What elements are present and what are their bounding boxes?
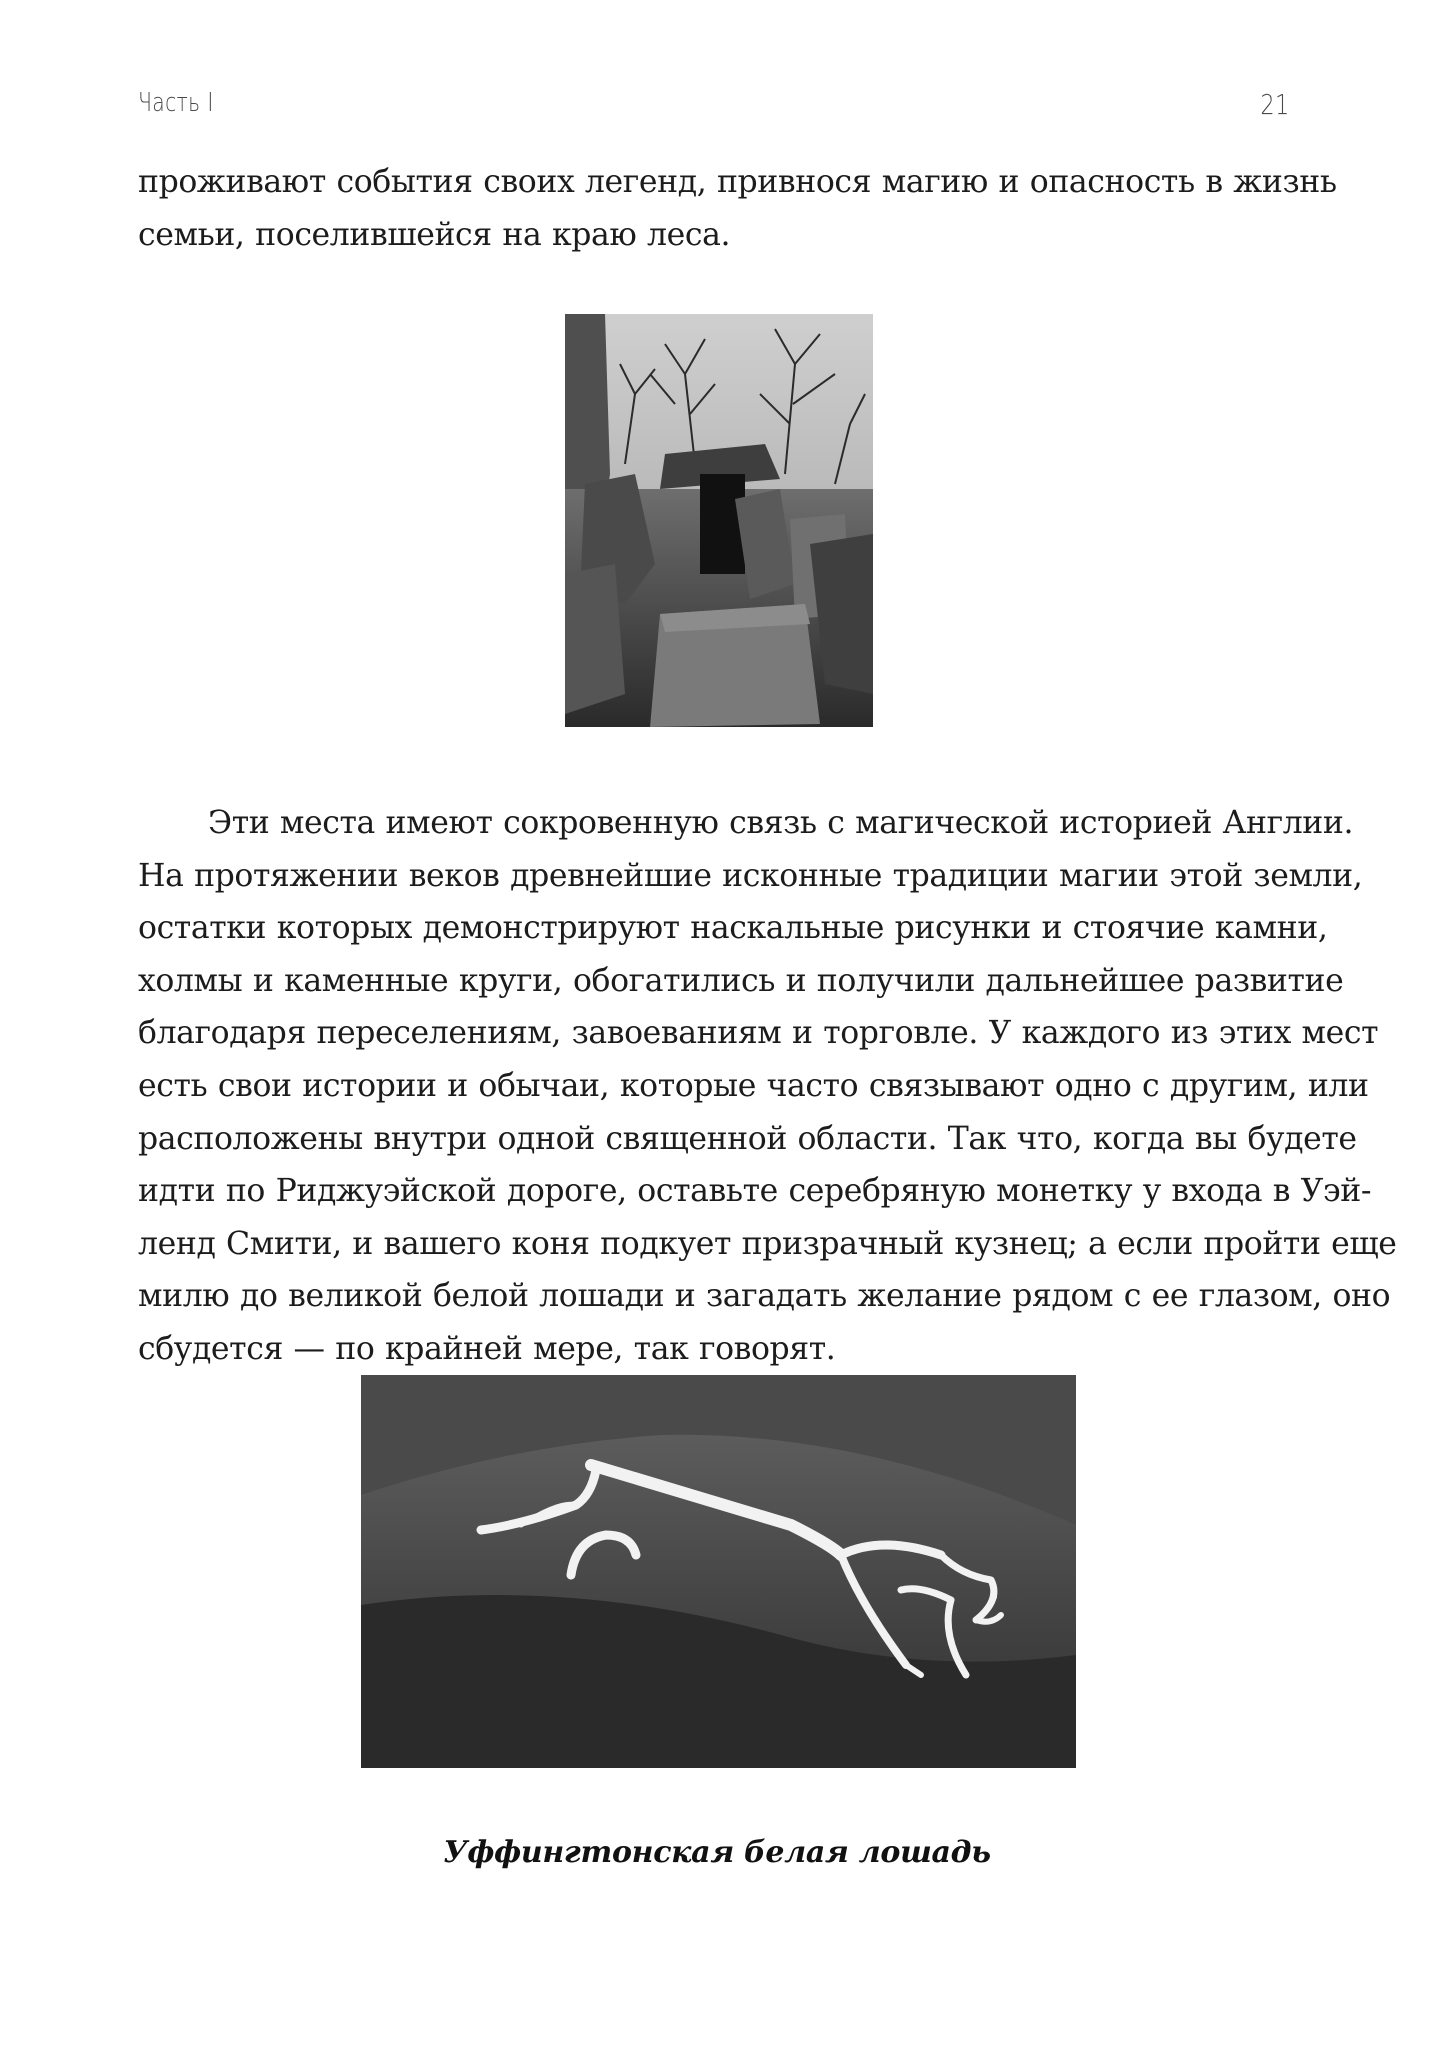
- text-line: ленд Смити, и вашего коня подкует призрачный кузнец; а если пройти еще: [138, 1225, 1397, 1262]
- tomb-image: [565, 314, 873, 727]
- text-line: сбудется — по крайней мере, так говорят.: [138, 1330, 836, 1367]
- text-line: идти по Риджуэйской дороге, оставьте серебряную монетку у входа в Уэй-: [138, 1173, 1372, 1210]
- text-line: остатки которых демонстрируют наскальные рисунки и стоячие камни,: [138, 910, 1328, 947]
- text-line: благодаря переселениям, завоеваниям и торговле. У каждого из этих мест: [138, 1015, 1379, 1052]
- text-line: Эти места имеют сокровенную связь с магической историей Англии.: [208, 805, 1354, 841]
- text-line: расположены внутри одной священной области. Так что, когда вы будете: [138, 1120, 1357, 1157]
- main-paragraph: [138, 797, 1397, 1376]
- text-line: На протяжении веков древнейшие исконные традиции магии этой земли,: [138, 857, 1363, 894]
- figure-caption: Уффингтонская белая лошадь: [443, 1835, 991, 1870]
- section-title: Часть I: [138, 88, 214, 118]
- paragraph-continued: [138, 156, 1337, 261]
- text-line: милю до великой белой лошади и загадать желание рядом с ее глазом, оно: [138, 1278, 1391, 1315]
- text-line: проживают события своих легенд, привнося магию и опасность в жизнь: [138, 164, 1337, 200]
- tomb-photo: [565, 314, 873, 727]
- page-number: 21: [1260, 88, 1290, 121]
- white-horse-photo: [361, 1375, 1076, 1768]
- text-line: есть свои истории и обычаи, которые часто связывают одно с другим, или: [138, 1067, 1369, 1104]
- running-head: [138, 88, 1296, 128]
- text-line: холмы и каменные круги, обогатились и получили дальнейшее развитие: [138, 962, 1344, 999]
- white-horse-image: [361, 1375, 1076, 1768]
- text-line: семьи, поселившейся на краю леса.: [138, 216, 731, 253]
